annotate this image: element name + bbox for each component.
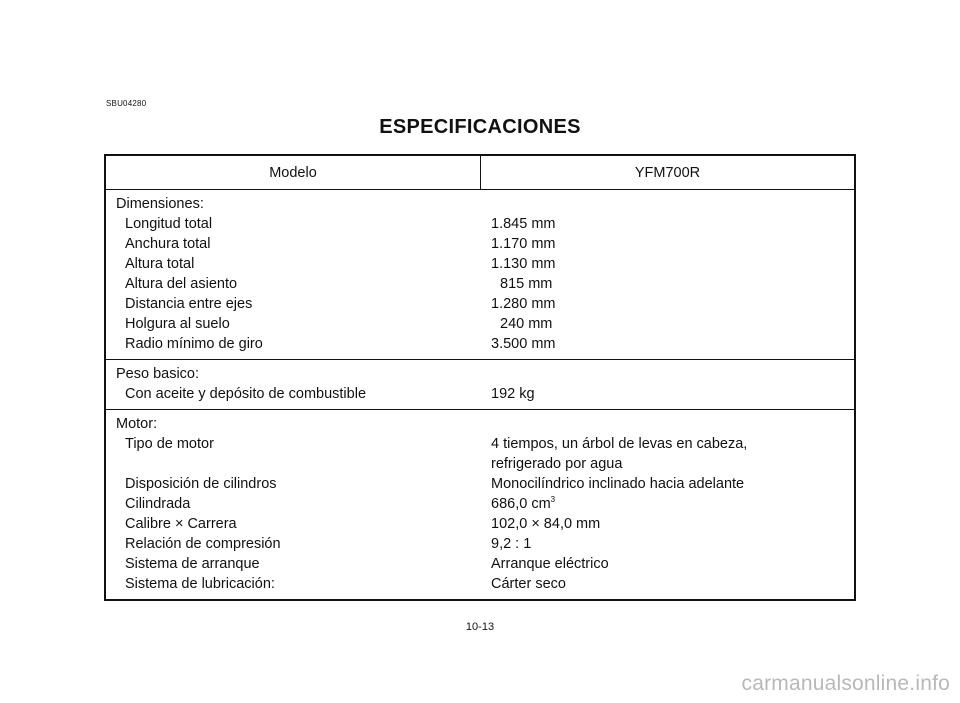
row-value: 686,0 cm bbox=[491, 496, 551, 512]
row-value: Monocilíndrico inclinado hacia adelante bbox=[491, 476, 745, 492]
row-label: Radio mínimo de giro bbox=[125, 336, 263, 352]
row-value: 3.500 mm bbox=[491, 336, 556, 352]
page-title: ESPECIFICACIONES bbox=[379, 116, 581, 138]
table-header-row bbox=[106, 156, 854, 190]
row-value: 1.845 mm bbox=[491, 216, 556, 232]
weight-heading: Peso basico: bbox=[116, 366, 200, 382]
row-value-padded bbox=[491, 274, 854, 294]
row-label: Tipo de motor bbox=[125, 436, 214, 452]
row-label: Calibre × Carrera bbox=[125, 516, 237, 532]
row-value: 1.280 mm bbox=[491, 296, 556, 312]
row-value: 815 mm bbox=[500, 276, 553, 292]
row-value: 192 kg bbox=[491, 386, 535, 402]
row-label: Distancia entre ejes bbox=[125, 296, 253, 312]
row-value: Cárter seco bbox=[491, 576, 566, 592]
dimensions-heading: Dimensiones: bbox=[116, 196, 204, 212]
weight-group bbox=[106, 360, 854, 410]
row-value-padded bbox=[491, 314, 854, 334]
model-value: YFM700R bbox=[634, 164, 701, 181]
row-label: Altura total bbox=[125, 256, 195, 272]
row-value: 102,0 × 84,0 mm bbox=[491, 516, 601, 532]
row-label: Anchura total bbox=[125, 236, 211, 252]
watermark: carmanualsonline.info bbox=[741, 672, 950, 695]
dimensions-values bbox=[481, 194, 854, 354]
row-label: Cilindrada bbox=[125, 496, 191, 512]
engine-group bbox=[106, 410, 854, 599]
blank-cell bbox=[491, 194, 854, 214]
superscript: 3 bbox=[550, 495, 556, 504]
row-label: Con aceite y depósito de combustible bbox=[125, 386, 367, 402]
model-label: Modelo bbox=[106, 156, 481, 189]
dimensions-labels bbox=[106, 194, 481, 354]
row-value: Arranque eléctrico bbox=[491, 556, 609, 572]
row-value: 4 tiempos, un árbol de levas en cabeza, bbox=[491, 436, 748, 452]
blank-cell bbox=[491, 364, 854, 384]
row-label: Altura del asiento bbox=[125, 276, 238, 292]
blank-cell bbox=[491, 414, 854, 434]
row-value: refrigerado por agua bbox=[491, 456, 623, 472]
row-label: Relación de compresión bbox=[125, 536, 281, 552]
row-label: Sistema de arranque bbox=[125, 556, 260, 572]
row-label: Sistema de lubricación: bbox=[125, 576, 275, 592]
spec-table bbox=[104, 154, 856, 601]
engine-values bbox=[481, 414, 854, 594]
row-value: 9,2 : 1 bbox=[491, 536, 532, 552]
weight-labels bbox=[106, 364, 481, 404]
row-value: 1.130 mm bbox=[491, 256, 556, 272]
page-number: 10-13 bbox=[465, 621, 495, 633]
engine-heading: Motor: bbox=[116, 416, 158, 432]
section-code: SBU04280 bbox=[106, 99, 147, 108]
blank-cell bbox=[116, 454, 481, 474]
row-value-with-superscript bbox=[491, 494, 854, 514]
engine-labels bbox=[106, 414, 481, 594]
row-label: Holgura al suelo bbox=[125, 316, 230, 332]
row-value: 1.170 mm bbox=[491, 236, 556, 252]
row-label: Disposición de cilindros bbox=[125, 476, 277, 492]
dimensions-group bbox=[106, 190, 854, 360]
row-label: Longitud total bbox=[125, 216, 213, 232]
weight-values bbox=[481, 364, 854, 404]
row-value: 240 mm bbox=[500, 316, 553, 332]
